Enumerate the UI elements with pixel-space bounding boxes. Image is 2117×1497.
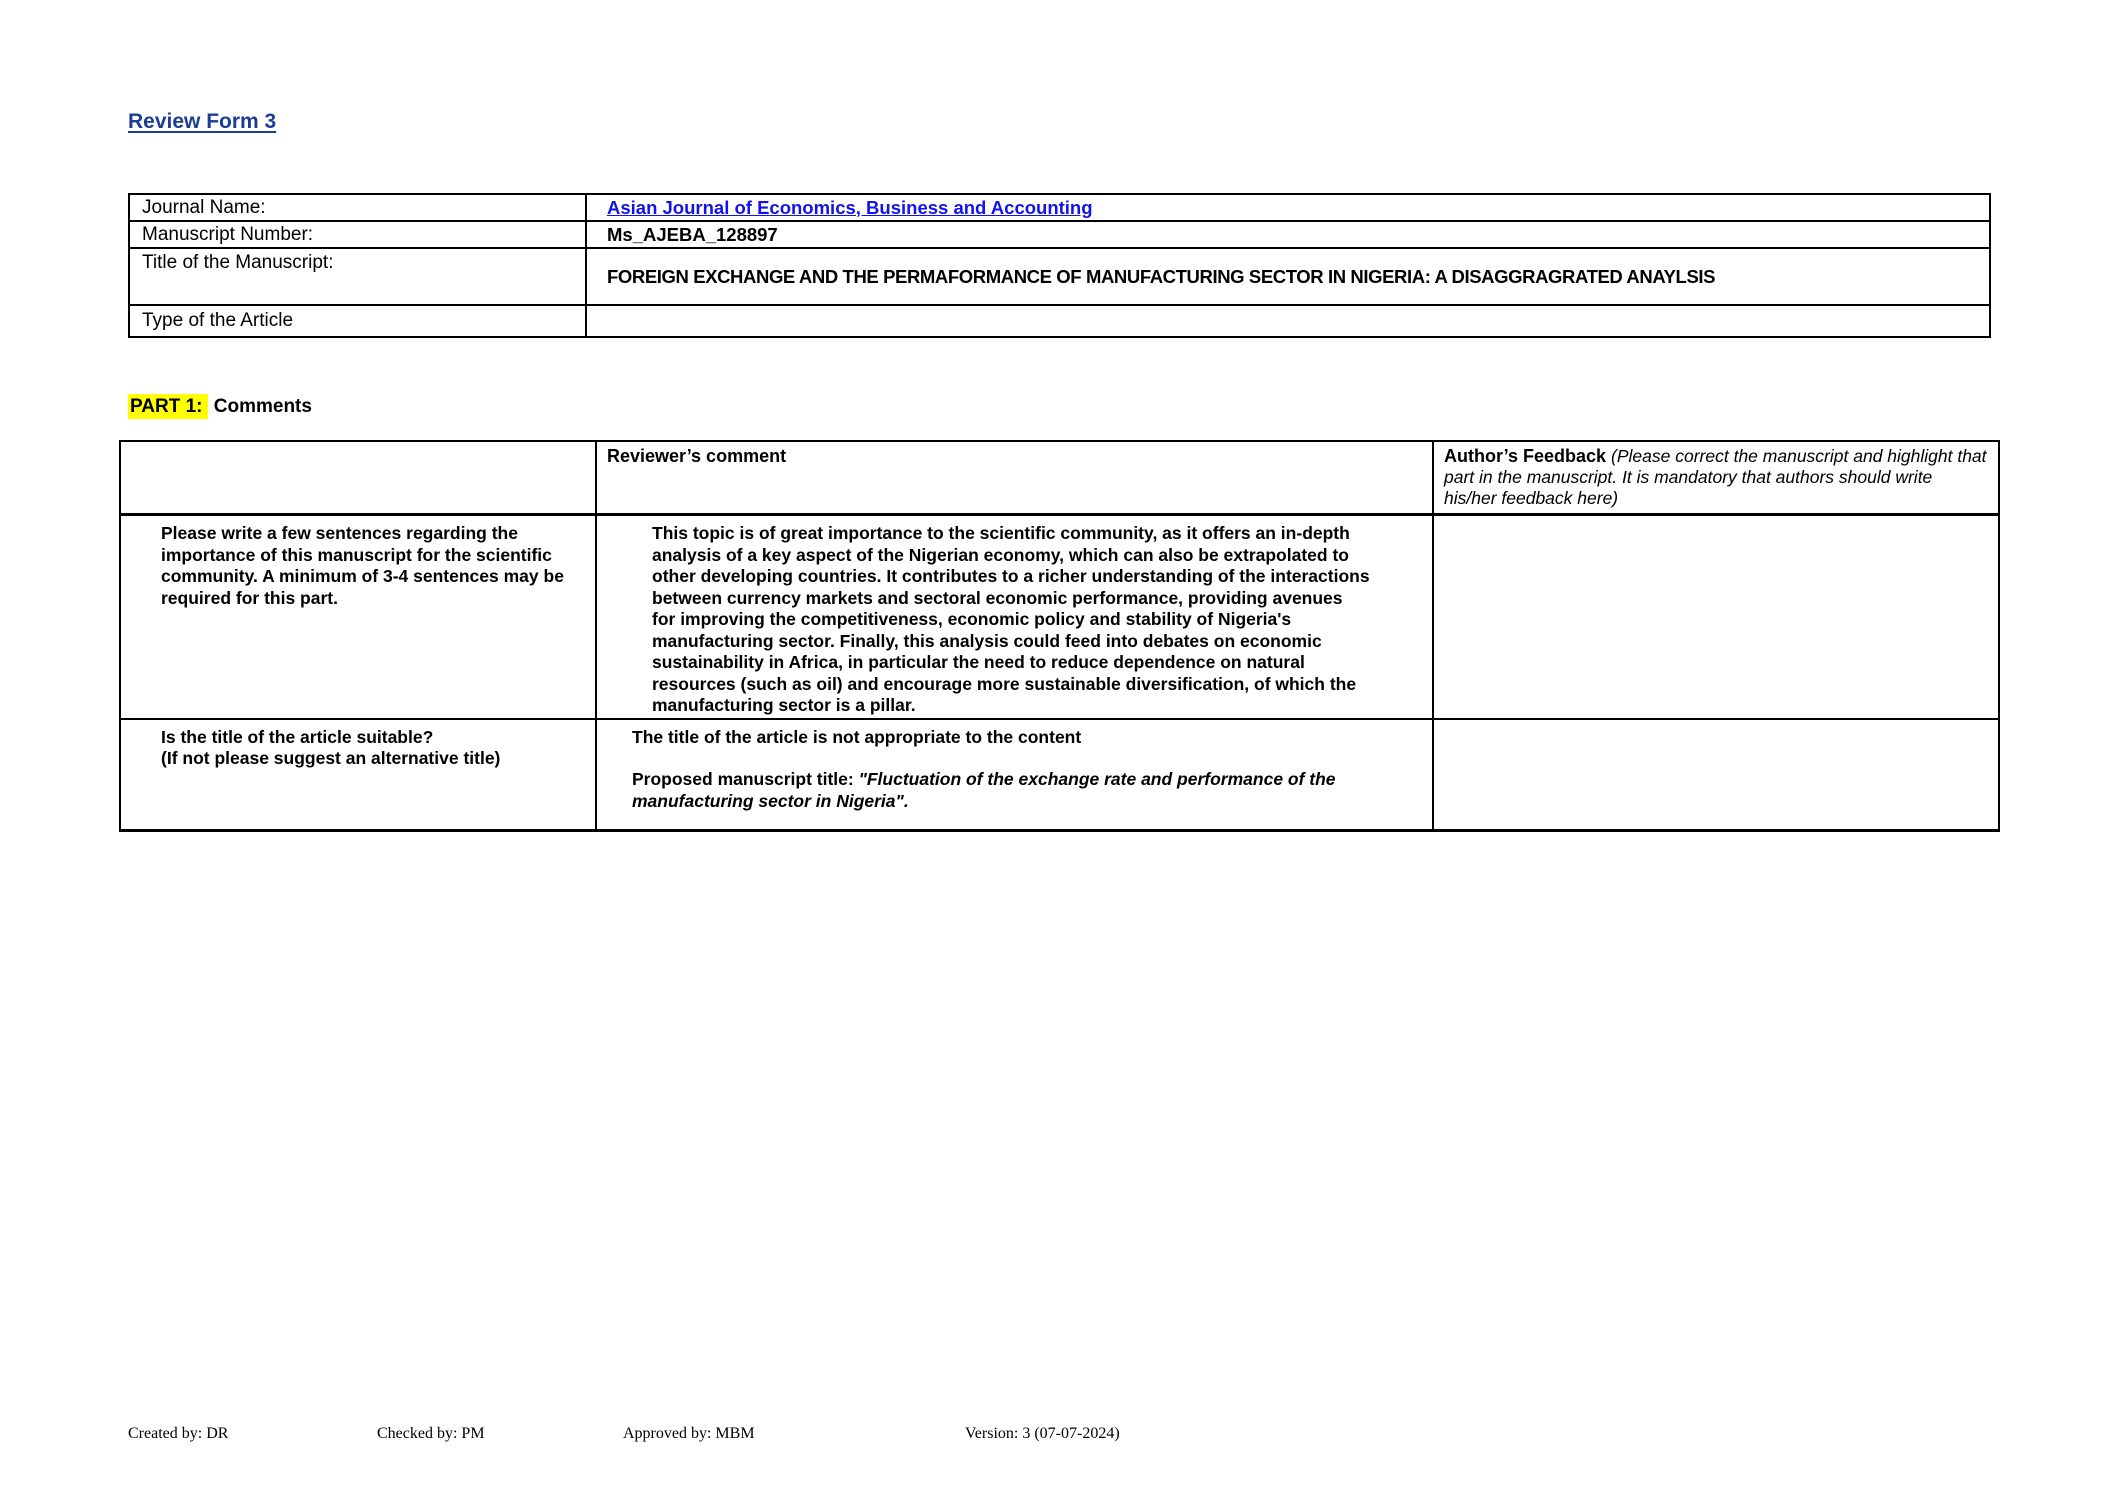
manuscript-title-value: FOREIGN EXCHANGE AND THE PERMAFORMANCE OF MANUFACTURING SECTOR IN NIGERIA: A DISAGGRAGRATED ANAYLSIS [586, 248, 1990, 305]
manuscript-info-table [128, 193, 1991, 338]
author-feedback-header-bold: Author’s Feedback [1444, 446, 1612, 466]
article-type-value [586, 305, 1990, 337]
proposed-title-label: Proposed manuscript title: [632, 769, 859, 789]
question-cell: Please write a few sentences regarding the importance of this manuscript for the scientific community. A minimum of 3-4 sentences may be required for this part. [120, 515, 596, 719]
page-title: Review Form 3 [128, 110, 277, 133]
journal-name-link[interactable]: Asian Journal of Economics, Business and Accounting [607, 196, 1093, 218]
comments-row-title-suitability [120, 719, 1999, 831]
question-cell [120, 719, 596, 831]
comments-header-row [120, 441, 1999, 515]
reviewer-comment-cell [596, 515, 1433, 719]
author-feedback-cell [1433, 515, 1999, 719]
reviewer-comment-text: The title of the article is not appropriate to the content [632, 726, 1082, 747]
part1-label: Comments [213, 396, 312, 417]
footer-version: Version: 3 (07-07-2024) [965, 1425, 1120, 1442]
manuscript-number-label: Manuscript Number: [129, 221, 586, 248]
table-row [129, 248, 1990, 305]
question-line-1: Is the title of the article suitable? [161, 726, 434, 747]
part1-heading [128, 396, 312, 418]
author-feedback-cell [1433, 719, 1999, 831]
comments-row-importance [120, 515, 1999, 719]
question-line-2: (If not please suggest an alternative title) [161, 748, 501, 768]
author-feedback-header [1433, 441, 1999, 515]
comments-table [119, 440, 2000, 832]
manuscript-title-label: Title of the Manuscript: [129, 248, 586, 305]
empty-header-cell [120, 441, 596, 515]
reviewer-comment-cell [596, 719, 1433, 831]
proposed-title-text: "Fluctuation of the exchange rate and performance of the manufacturing sector in Nigeria". [632, 769, 1336, 811]
reviewer-comment-header: Reviewer’s comment [596, 441, 1433, 515]
proposed-title-paragraph [632, 769, 1362, 812]
reviewer-comment-text: This topic is of great importance to the scientific community, as it offers an in-depth analysis of a key aspect of the Nigerian economy, which can also be extrapolated to other developing countries. It contributes to a richer understanding of the interactions between currency markets and sectoral economic performance, providing avenues for improving the competitiveness, economic policy and stability of Nigeria's manufacturing sector. Finally, this analysis could feed into debates on economic sustainability in Africa, in particular the need to reduce dependence on natural resources (such as oil) and encourage more sustainable diversification, of which the manufacturing sector is a pillar. [652, 523, 1370, 715]
footer-created: Created by: DR [128, 1425, 229, 1442]
footer-approved: Approved by: MBM [623, 1425, 755, 1442]
author-feedback-note: (Please correct the manuscript and highlight that part in the manuscript. It is mandatory that authors should write his/her feedback here) [1444, 446, 1987, 508]
table-row [129, 305, 1990, 337]
table-row [129, 221, 1990, 248]
article-type-label: Type of the Article [129, 305, 586, 337]
footer-checked: Checked by: PM [377, 1425, 485, 1442]
journal-name-value [586, 194, 1990, 221]
part1-badge: PART 1: [128, 394, 208, 419]
manuscript-number-value: Ms_AJEBA_128897 [586, 221, 1990, 248]
journal-name-label: Journal Name: [129, 194, 586, 221]
table-row [129, 194, 1990, 221]
